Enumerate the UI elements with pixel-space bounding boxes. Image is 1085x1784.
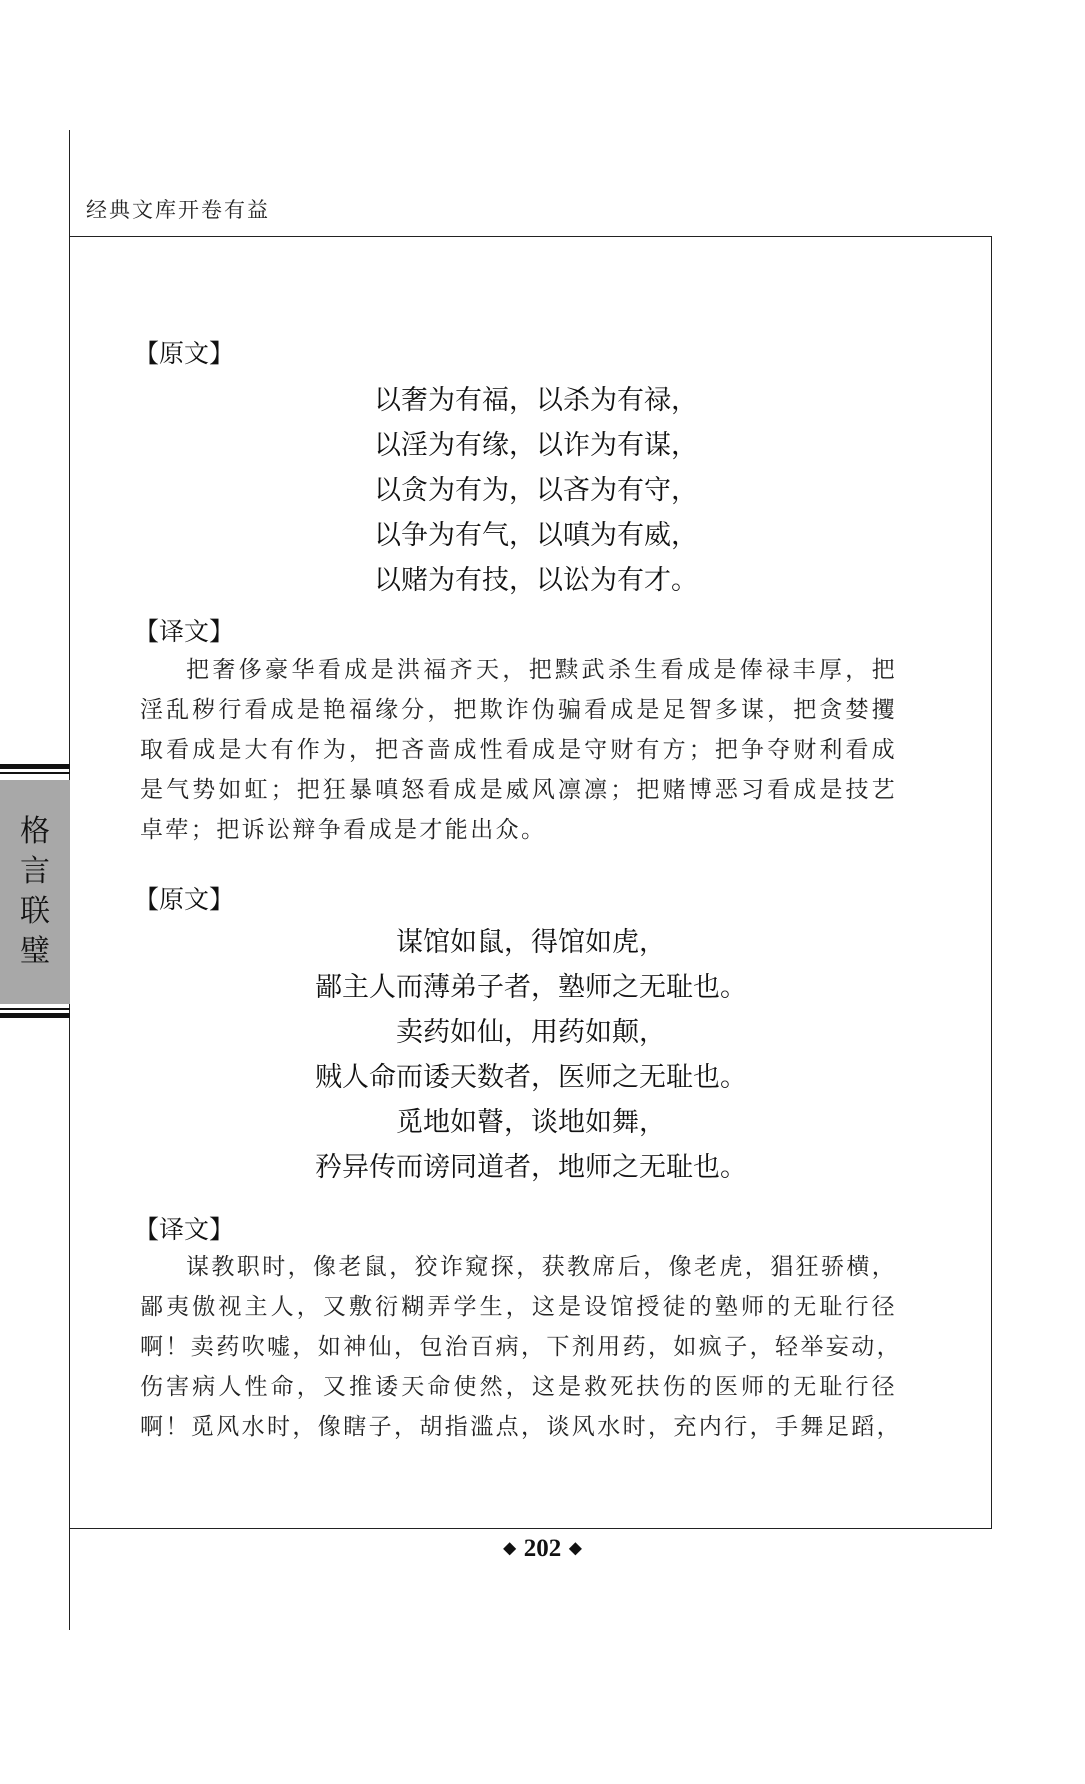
diamond-icon: ◆	[503, 1540, 516, 1557]
side-tab-rule	[0, 764, 70, 769]
verse-line: 以淫为有缘，以诈为有谋，	[374, 430, 698, 461]
verse-line: 鄙主人而薄弟子者，塾师之无耻也。	[315, 972, 747, 1003]
translation-paragraph	[140, 650, 897, 850]
verse-line: 谋馆如鼠，得馆如虎，	[396, 927, 666, 958]
verse-line: 以贪为有为，以吝为有守，	[374, 475, 698, 506]
verse-block	[70, 920, 992, 1190]
text-line: 淫乱秽行看成是艳福缘分，把欺诈伪骗看成是足智多谋，把贪婪攫	[140, 697, 897, 723]
text-line: 伤害病人性命，又推诿天命使然，这是救死扶伤的医师的无耻行径	[140, 1374, 897, 1400]
text-line: 谋教职时，像老鼠，狡诈窥探，获教席后，像老虎，猖狂骄横，	[186, 1254, 898, 1280]
verse-line: 以争为有气，以嗔为有威，	[374, 520, 698, 551]
side-tab-rule	[0, 1013, 70, 1018]
side-tab-char: 联	[20, 894, 50, 929]
text-line: 啊！觅风水时，像瞎子，胡指滥点，谈风水时，充内行，手舞足蹈，	[140, 1414, 902, 1440]
section-heading: 【译文】	[134, 1215, 235, 1244]
side-tab-char: 言	[20, 854, 50, 889]
diamond-icon: ◆	[569, 1540, 582, 1557]
text-line: 啊！卖药吹嘘，如神仙，包治百病，下剂用药，如疯子，轻举妄动，	[140, 1334, 902, 1360]
side-tab-rule	[0, 1008, 70, 1010]
verse-line: 以奢为有福，以杀为有禄，	[374, 385, 698, 416]
verse-block	[70, 378, 992, 603]
page-number-footer	[0, 1535, 1085, 1563]
side-tab	[0, 764, 70, 1020]
verse-line: 卖药如仙，用药如颠，	[396, 1017, 666, 1048]
verse-line: 觅地如瞽，谈地如舞，	[396, 1107, 666, 1138]
text-line: 取看成是大有作为，把吝啬成性看成是守财有方；把争夺财利看成	[140, 737, 897, 763]
text-line: 是气势如虹；把狂暴嗔怒看成是威风凛凛；把赌博恶习看成是技艺	[140, 777, 897, 803]
running-header: 经典文库开卷有益	[86, 198, 270, 222]
text-line: 卓荦；把诉讼辩争看成是才能出众。	[140, 817, 547, 843]
verse-line: 贼人命而诿天数者，医师之无耻也。	[315, 1062, 747, 1093]
side-tab-char: 格	[20, 814, 50, 849]
translation-paragraph	[140, 1247, 902, 1447]
page-number: 202	[523, 1535, 562, 1562]
side-tab-char: 璧	[20, 934, 50, 969]
section-heading: 【原文】	[134, 885, 235, 914]
verse-line: 矜异传而谤同道者，地师之无耻也。	[315, 1152, 747, 1183]
text-line: 把奢侈豪华看成是洪福齐天，把黩武杀生看成是俸禄丰厚，把	[186, 657, 897, 683]
side-tab-body	[0, 780, 70, 1004]
section-heading: 【译文】	[134, 617, 235, 646]
section-heading: 【原文】	[134, 339, 235, 368]
side-tab-rule	[0, 772, 70, 774]
verse-line: 以赌为有技，以讼为有才。	[374, 565, 698, 596]
text-line: 鄙夷傲视主人，又敷衍糊弄学生，这是设馆授徒的塾师的无耻行径	[140, 1294, 897, 1320]
